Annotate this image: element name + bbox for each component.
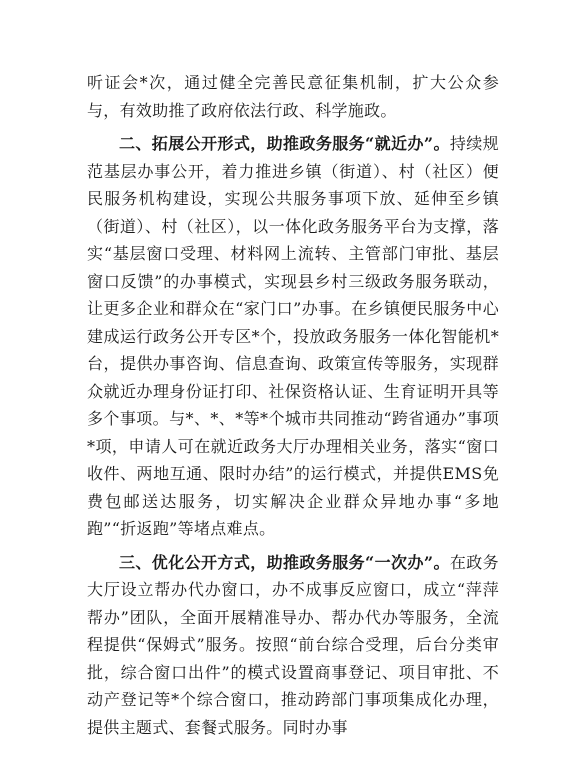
paragraph-3-heading: 三、优化公开方式，助推政务服务“一次办”。 bbox=[119, 552, 450, 572]
paragraph-2-heading: 二、拓展公开形式，助推政务服务“就近办”。 bbox=[119, 134, 450, 153]
paragraph-3 bbox=[87, 549, 499, 742]
paragraph-1 bbox=[87, 69, 499, 124]
document-body bbox=[87, 69, 499, 747]
paragraph-2 bbox=[87, 130, 499, 543]
paragraph-1-body: 听证会*次，通过健全完善民意征集机制，扩大公众参与，有效助推了政府依法行政、科学施政。 bbox=[87, 73, 499, 120]
paragraph-3-body: 在政务大厅设立帮办代办窗口，办不成事反应窗口，成立“萍萍帮办”团队，全面开展精准导办、帮办代办等服务，全流程提供“保姆式”服务。按照“前台综合受理，后台分类审批，综合窗口出件”的模式设置商事登记、项目审批、不动产登记等*个综合窗口，推动跨部门事项集成化办理，提供主题式、套餐式服务。同时办事 bbox=[87, 552, 499, 737]
paragraph-2-body: 持续规范基层办事公开，着力推进乡镇（街道）、村（社区）便民服务机构建设，实现公共服务事项下放、延伸至乡镇（街道）、村（社区），以一体化政务服务平台为支撑，落实“基层窗口受理、材料网上流转、主管部门审批、基层窗口反馈”的办事模式，实现县乡村三级政务服务联动，让更多企业和群众在“家门口”办事。在乡镇便民服务中心建成运行政务公开专区*个，投放政务服务一体化智能机*台，提供办事咨询、信息查询、政策宣传等服务，实现群众就近办理身份证打印、社保资格认证、生育证明开具等多个事项。与*、*、*等*个城市共同推动“跨省通办”事项*项，申请人可在就近政务大厅办理相关业务，落实“窗口收件、两地互通、限时办结”的运行模式，并提供EMS免费包邮送达服务，切实解决企业群众异地办事“多地跑”“折返跑”等堵点难点。 bbox=[87, 134, 499, 538]
